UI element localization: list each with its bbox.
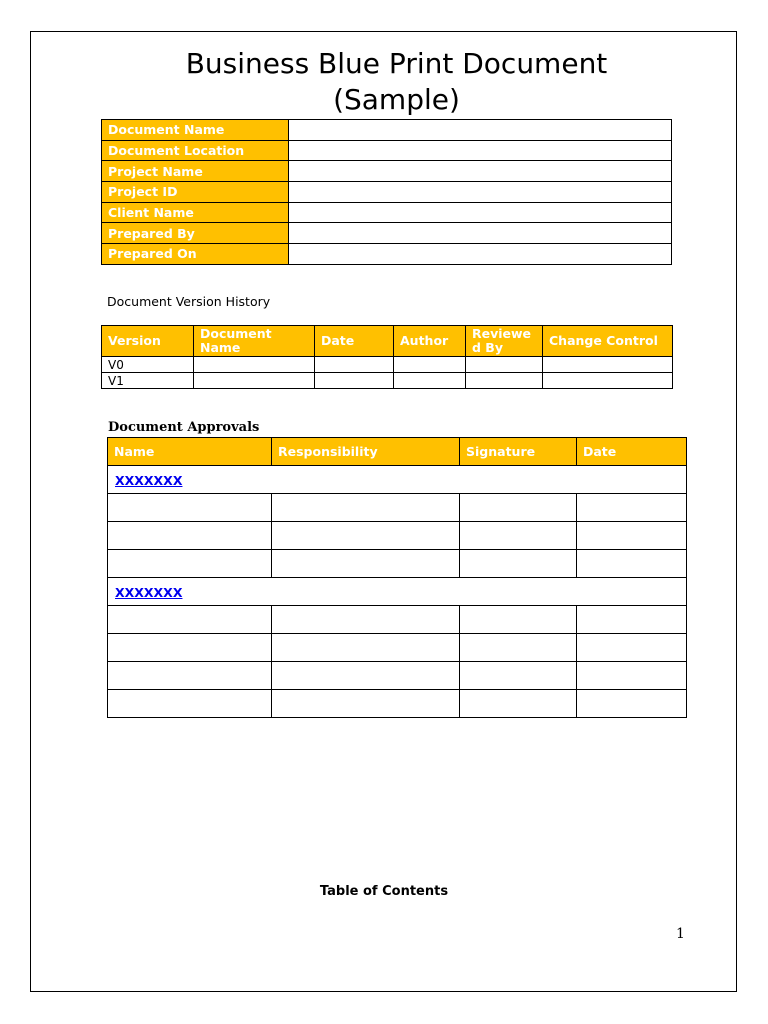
page-number: 1: [676, 926, 685, 942]
approval-group-link[interactable]: XXXXXXX: [115, 473, 183, 488]
table-cell[interactable]: [577, 494, 687, 522]
approvals-table: [107, 437, 687, 718]
column-header: Date: [577, 438, 687, 466]
table-cell[interactable]: [577, 690, 687, 718]
info-row: [102, 161, 672, 182]
info-value[interactable]: [289, 202, 672, 223]
info-row: [102, 244, 672, 265]
info-value[interactable]: [289, 140, 672, 161]
column-header: Name: [108, 438, 272, 466]
table-row: [108, 690, 687, 718]
table-cell[interactable]: V1: [102, 373, 194, 389]
table-cell[interactable]: [272, 690, 460, 718]
info-row: [102, 182, 672, 203]
column-header: Responsibility: [272, 438, 460, 466]
info-label: Document Name: [102, 120, 289, 141]
table-cell[interactable]: [108, 690, 272, 718]
table-cell[interactable]: [315, 373, 394, 389]
info-label: Client Name: [102, 202, 289, 223]
table-cell[interactable]: [577, 522, 687, 550]
table-cell[interactable]: [460, 662, 577, 690]
table-cell[interactable]: [577, 662, 687, 690]
column-header: Author: [394, 326, 466, 357]
table-cell[interactable]: [577, 550, 687, 578]
table-cell[interactable]: [108, 606, 272, 634]
table-cell[interactable]: [108, 550, 272, 578]
table-row: [102, 357, 673, 373]
info-row: [102, 223, 672, 244]
version-header-row: [102, 326, 673, 357]
info-label: Project ID: [102, 182, 289, 203]
info-label: Prepared By: [102, 223, 289, 244]
table-cell[interactable]: [108, 662, 272, 690]
column-header: Signature: [460, 438, 577, 466]
table-cell[interactable]: [543, 373, 673, 389]
column-header: Change Control: [543, 326, 673, 357]
version-history-heading: Document Version History: [107, 294, 271, 309]
table-cell[interactable]: [460, 550, 577, 578]
info-row: [102, 120, 672, 141]
table-cell[interactable]: [394, 357, 466, 373]
table-cell[interactable]: [272, 494, 460, 522]
approvals-heading: Document Approvals: [108, 420, 260, 435]
column-header: Document Name: [194, 326, 315, 357]
info-label: Document Location: [102, 140, 289, 161]
version-history-table: [101, 325, 673, 389]
table-cell[interactable]: [460, 494, 577, 522]
column-header: Reviewe d By: [466, 326, 543, 357]
document-info-table: [101, 119, 672, 265]
table-cell[interactable]: [108, 522, 272, 550]
table-row: [108, 606, 687, 634]
info-value[interactable]: [289, 182, 672, 203]
info-row: [102, 140, 672, 161]
table-cell[interactable]: [577, 606, 687, 634]
approval-group-link[interactable]: XXXXXXX: [115, 585, 183, 600]
table-cell[interactable]: [466, 373, 543, 389]
table-cell[interactable]: [460, 606, 577, 634]
table-row: [108, 522, 687, 550]
table-cell[interactable]: [466, 357, 543, 373]
table-row: [108, 550, 687, 578]
table-row: [108, 494, 687, 522]
approval-group-cell: [108, 578, 687, 606]
table-cell[interactable]: [272, 550, 460, 578]
table-cell[interactable]: [194, 357, 315, 373]
table-cell[interactable]: [194, 373, 315, 389]
approval-group-row: [108, 578, 687, 606]
title-line-2: (Sample): [333, 83, 460, 116]
table-cell[interactable]: [460, 634, 577, 662]
table-cell[interactable]: [272, 634, 460, 662]
column-header: Date: [315, 326, 394, 357]
info-value[interactable]: [289, 244, 672, 265]
table-cell[interactable]: [543, 357, 673, 373]
table-cell[interactable]: [460, 690, 577, 718]
table-cell[interactable]: [577, 634, 687, 662]
table-cell[interactable]: [272, 662, 460, 690]
info-value[interactable]: [289, 161, 672, 182]
document-title: [30, 46, 763, 118]
column-header: Version: [102, 326, 194, 357]
info-row: [102, 202, 672, 223]
info-label: Prepared On: [102, 244, 289, 265]
table-cell[interactable]: [108, 634, 272, 662]
approval-group-row: [108, 466, 687, 494]
table-cell[interactable]: V0: [102, 357, 194, 373]
table-cell[interactable]: [272, 522, 460, 550]
approvals-header-row: [108, 438, 687, 466]
table-cell[interactable]: [272, 606, 460, 634]
table-of-contents-heading: Table of Contents: [319, 884, 449, 899]
table-cell[interactable]: [315, 357, 394, 373]
approval-group-cell: [108, 466, 687, 494]
table-cell[interactable]: [394, 373, 466, 389]
table-cell[interactable]: [460, 522, 577, 550]
table-cell[interactable]: [108, 494, 272, 522]
table-row: [108, 662, 687, 690]
info-value[interactable]: [289, 120, 672, 141]
info-label: Project Name: [102, 161, 289, 182]
info-value[interactable]: [289, 223, 672, 244]
table-row: [108, 634, 687, 662]
table-row: [102, 373, 673, 389]
title-line-1: Business Blue Print Document: [185, 47, 608, 80]
